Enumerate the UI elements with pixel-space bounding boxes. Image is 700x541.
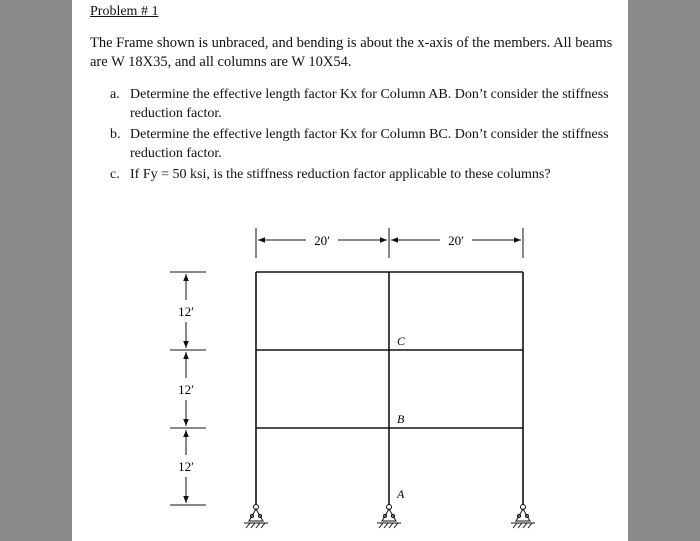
problem-title: Problem # 1 [90,4,159,19]
pin-support-left [244,505,268,529]
span-right-label: 20′ [448,233,464,248]
story-2-label: 12′ [178,382,194,397]
pin-support-right [511,505,535,529]
node-a-label: A [397,487,405,501]
part-b-label: b. [110,127,121,142]
part-b-text: Determine the effective length factor Kx for Column BC. Don’t consider the stiffness reduction factor. [130,127,609,161]
span-left-label: 20′ [314,233,330,248]
node-b-label: B [397,412,405,426]
story-1-label: 12′ [178,304,194,319]
problem-statement: The Frame shown is unbraced, and bending is about the x-axis of the members. All beams are W 18X35, and all columns are W 10X54. [90,35,613,70]
frame-members [256,272,523,505]
story-3-label: 12′ [178,459,194,474]
pin-support-center [377,505,401,529]
part-a-label: a. [110,87,120,102]
horizontal-dimension [256,228,523,258]
part-c-text: If Fy = 50 ksi, is the stiffness reduction factor applicable to these columns? [130,167,551,182]
part-c-label: c. [110,167,120,182]
part-a-text: Determine the effective length factor Kx for Column AB. Don’t consider the stiffness reduction factor. [130,87,609,121]
node-c-label: C [397,334,406,348]
